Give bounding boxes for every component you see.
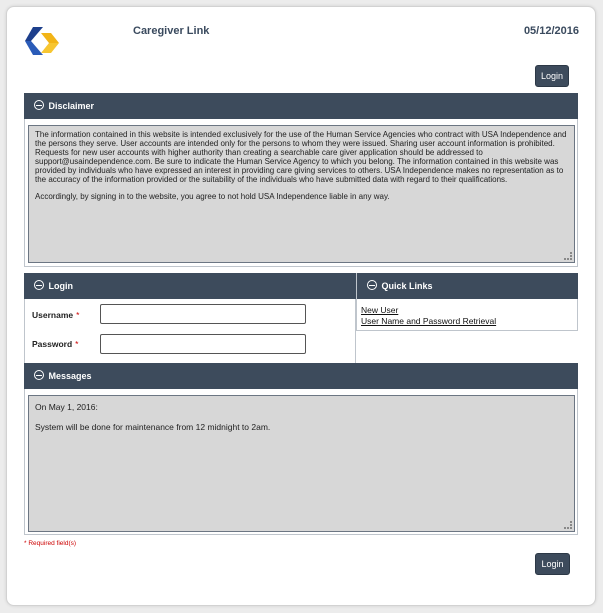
quick-links-title: Quick Links <box>381 281 433 291</box>
login-button-top[interactable]: Login <box>535 65 569 87</box>
required-asterisk: * <box>76 310 80 320</box>
new-user-link[interactable]: New User <box>361 305 399 315</box>
resize-grip-icon[interactable] <box>564 252 572 260</box>
disclaimer-body <box>28 125 575 263</box>
app-title: Caregiver Link <box>133 25 210 37</box>
login-header[interactable] <box>24 273 356 299</box>
disclaimer-text: The information contained in this website is intended exclusively for the use of the Human Service Agencies who contract with USA Independence and the persons they serve. User accounts are intended only for the persons to whom they were issued. Sharing user account information is prohibited. Requests for new user accounts with higher authority than creating a searchable care giver application should be addressed to support@usaindependence.com. Be sure to indicate the Human Service Agency to which you belong. The information contained in this website was provided by individuals who have expressed an interest in providing care giving services to others. USA Independence makes no representation as to the accuracy of the information provided or the suitability of the individuals who have submitted data with regard to their qualifications. <box>35 130 567 184</box>
username-label-text: Username <box>32 310 74 320</box>
disclaimer-agreement: Accordingly, by signing in to the website, you agree to not hold USA Independence liable in any way. <box>35 192 390 201</box>
message-date: On May 1, 2016: <box>35 402 98 412</box>
quick-links-list <box>361 305 496 327</box>
password-label-text: Password <box>32 339 73 349</box>
collapse-icon[interactable] <box>34 100 44 110</box>
collapse-icon[interactable] <box>367 280 377 290</box>
messages-body <box>28 395 575 532</box>
username-label <box>32 310 79 320</box>
collapse-icon[interactable] <box>34 280 44 290</box>
login-title: Login <box>48 281 74 291</box>
required-asterisk: * <box>75 339 79 349</box>
password-input[interactable] <box>100 334 306 354</box>
messages-header[interactable] <box>24 363 578 389</box>
disclaimer-title: Disclaimer <box>48 101 95 111</box>
current-date: 05/12/2016 <box>523 25 579 37</box>
required-note: * Required field(s) <box>24 540 77 547</box>
main-card <box>6 6 596 606</box>
messages-title: Messages <box>48 371 92 381</box>
password-label <box>32 339 78 349</box>
username-input[interactable] <box>100 304 306 324</box>
password-retrieval-link[interactable]: User Name and Password Retrieval <box>361 316 497 326</box>
quick-links-header[interactable] <box>357 273 578 299</box>
message-text: System will be done for maintenance from 12 midnight to 2am. <box>35 422 271 432</box>
login-button-bottom[interactable]: Login <box>535 553 570 575</box>
disclaimer-header[interactable] <box>24 93 578 119</box>
resize-grip-icon[interactable] <box>564 521 572 529</box>
logo-icon <box>23 21 61 61</box>
collapse-icon[interactable] <box>34 370 44 380</box>
